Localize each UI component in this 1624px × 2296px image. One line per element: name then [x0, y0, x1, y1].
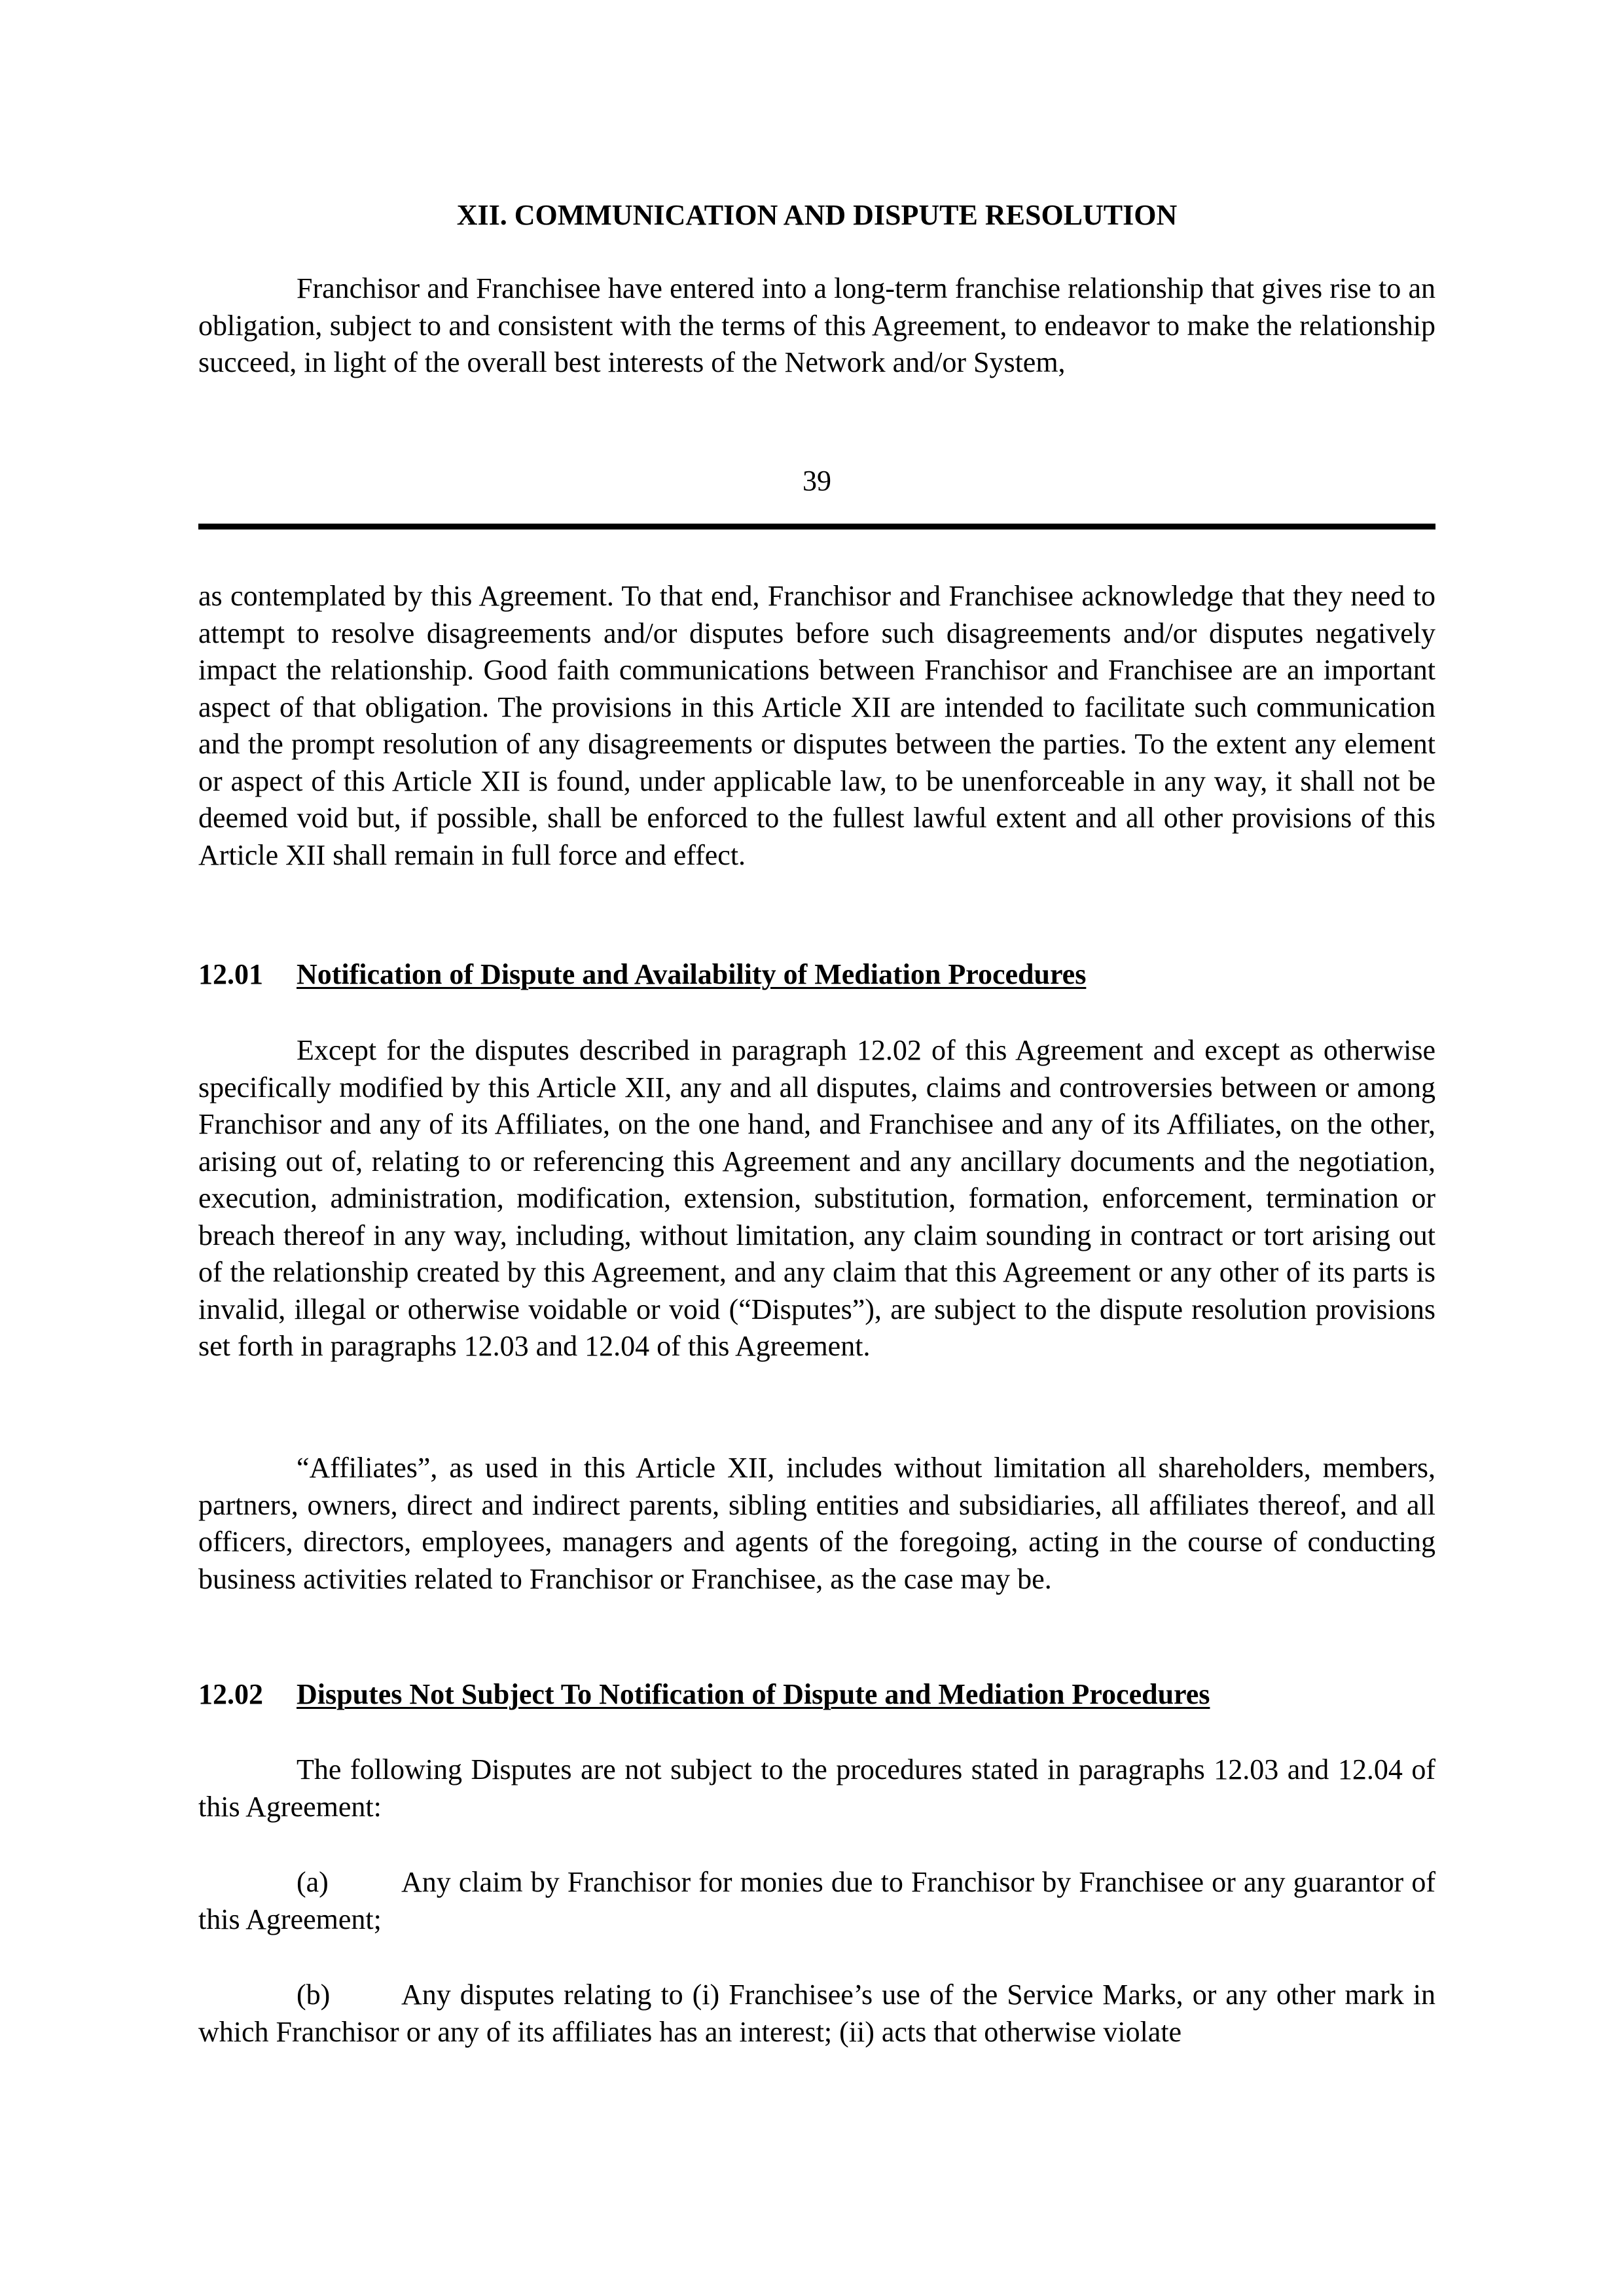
- section-1201-heading: [198, 956, 1435, 994]
- section-1202-heading: [198, 1676, 1435, 1713]
- list-item-a-label: (a): [297, 1866, 329, 1898]
- section-1201-number: 12.01: [198, 958, 263, 990]
- list-item-b-label: (b): [297, 1979, 331, 2011]
- section-1202-paragraph-1: The following Disputes are not subject to the procedures stated in paragraphs 12.03 and 12.04 of this Agreement:: [198, 1753, 1435, 1823]
- intro-paragraph: Franchisor and Franchisee have entered into a long-term franchise relationship that gives rise to an obligation, subject to and consistent with the terms of this Agreement, to endeavor to make the relationship succeed, in light of the overall best interests of the Network and/or System,: [198, 272, 1435, 378]
- section-1201-title: Notification of Dispute and Availability of Mediation Procedures: [297, 958, 1087, 990]
- section-1201-paragraph-1: Except for the disputes described in paragraph 12.02 of this Agreement and except as otherwise specifically modified by this Article XII, any and all disputes, claims and controversies between or among Franchisor and any of its Affiliates, on the one hand, and Franchisee and any of its Affiliates, on the other, arising out of, relating to or referencing this Agreement and any ancillary documents and the negotiation, execution, administration, modification, extension, substitution, formation, enforcement, termination or breach thereof in any way, including, without limitation, any claim sounding in contract or tort arising out of the relationship created by this Agreement, and any claim that this Agreement or any other of its parts is invalid, illegal or otherwise voidable or void (“Disputes”), are subject to the dispute resolution provisions set forth in paragraphs 12.03 and 12.04 of this Agreement.: [198, 1034, 1435, 1362]
- section-1202-number: 12.02: [198, 1678, 263, 1710]
- continuation-paragraph: as contemplated by this Agreement. To that end, Franchisor and Franchisee acknowledge that they need to attempt to resolve disagreements and/or disputes before such disagreements and/or disputes negatively impact the relationship. Good faith communications between Franchisor and Franchisee are an important aspect of that obligation. The provisions in this Article XII are intended to facilitate such communication and the prompt resolution of any disagreements or disputes between the parties. To the extent any element or aspect of this Article XII is found, under applicable law, to be unenforceable in any way, it shall not be deemed void but, if possible, shall be enforced to the fullest lawful extent and all other provisions of this Article XII shall remain in full force and effect.: [198, 580, 1435, 871]
- section-1202-title: Disputes Not Subject To Notification of Dispute and Mediation Procedures: [297, 1678, 1210, 1710]
- list-item-b: [198, 1977, 1435, 2051]
- list-item-a: [198, 1864, 1435, 1938]
- section-1201-paragraph-2: “Affiliates”, as used in this Article XII, includes without limitation all shareholders, members, partners, owners, direct and indirect parents, sibling entities and subsidiaries, all affiliates thereof, and all officers, directors, employees, managers and agents of the foregoing, acting in the course of conducting business activities related to Franchisor or Franchisee, as the case may be.: [198, 1452, 1435, 1595]
- page-break-rule: [198, 524, 1435, 529]
- page-number: 39: [803, 465, 831, 497]
- list-item-a-text: Any claim by Franchisor for monies due to Franchisor by Franchisee or any guarantor of this Agreement;: [198, 1866, 1435, 1935]
- list-item-b-text: Any disputes relating to (i) Franchisee’s use of the Service Marks, or any other mark in which Franchisor or any of its affiliates has an interest; (ii) acts that otherwise violate: [198, 1979, 1435, 2048]
- article-heading: XII. COMMUNICATION AND DISPUTE RESOLUTION: [456, 199, 1178, 231]
